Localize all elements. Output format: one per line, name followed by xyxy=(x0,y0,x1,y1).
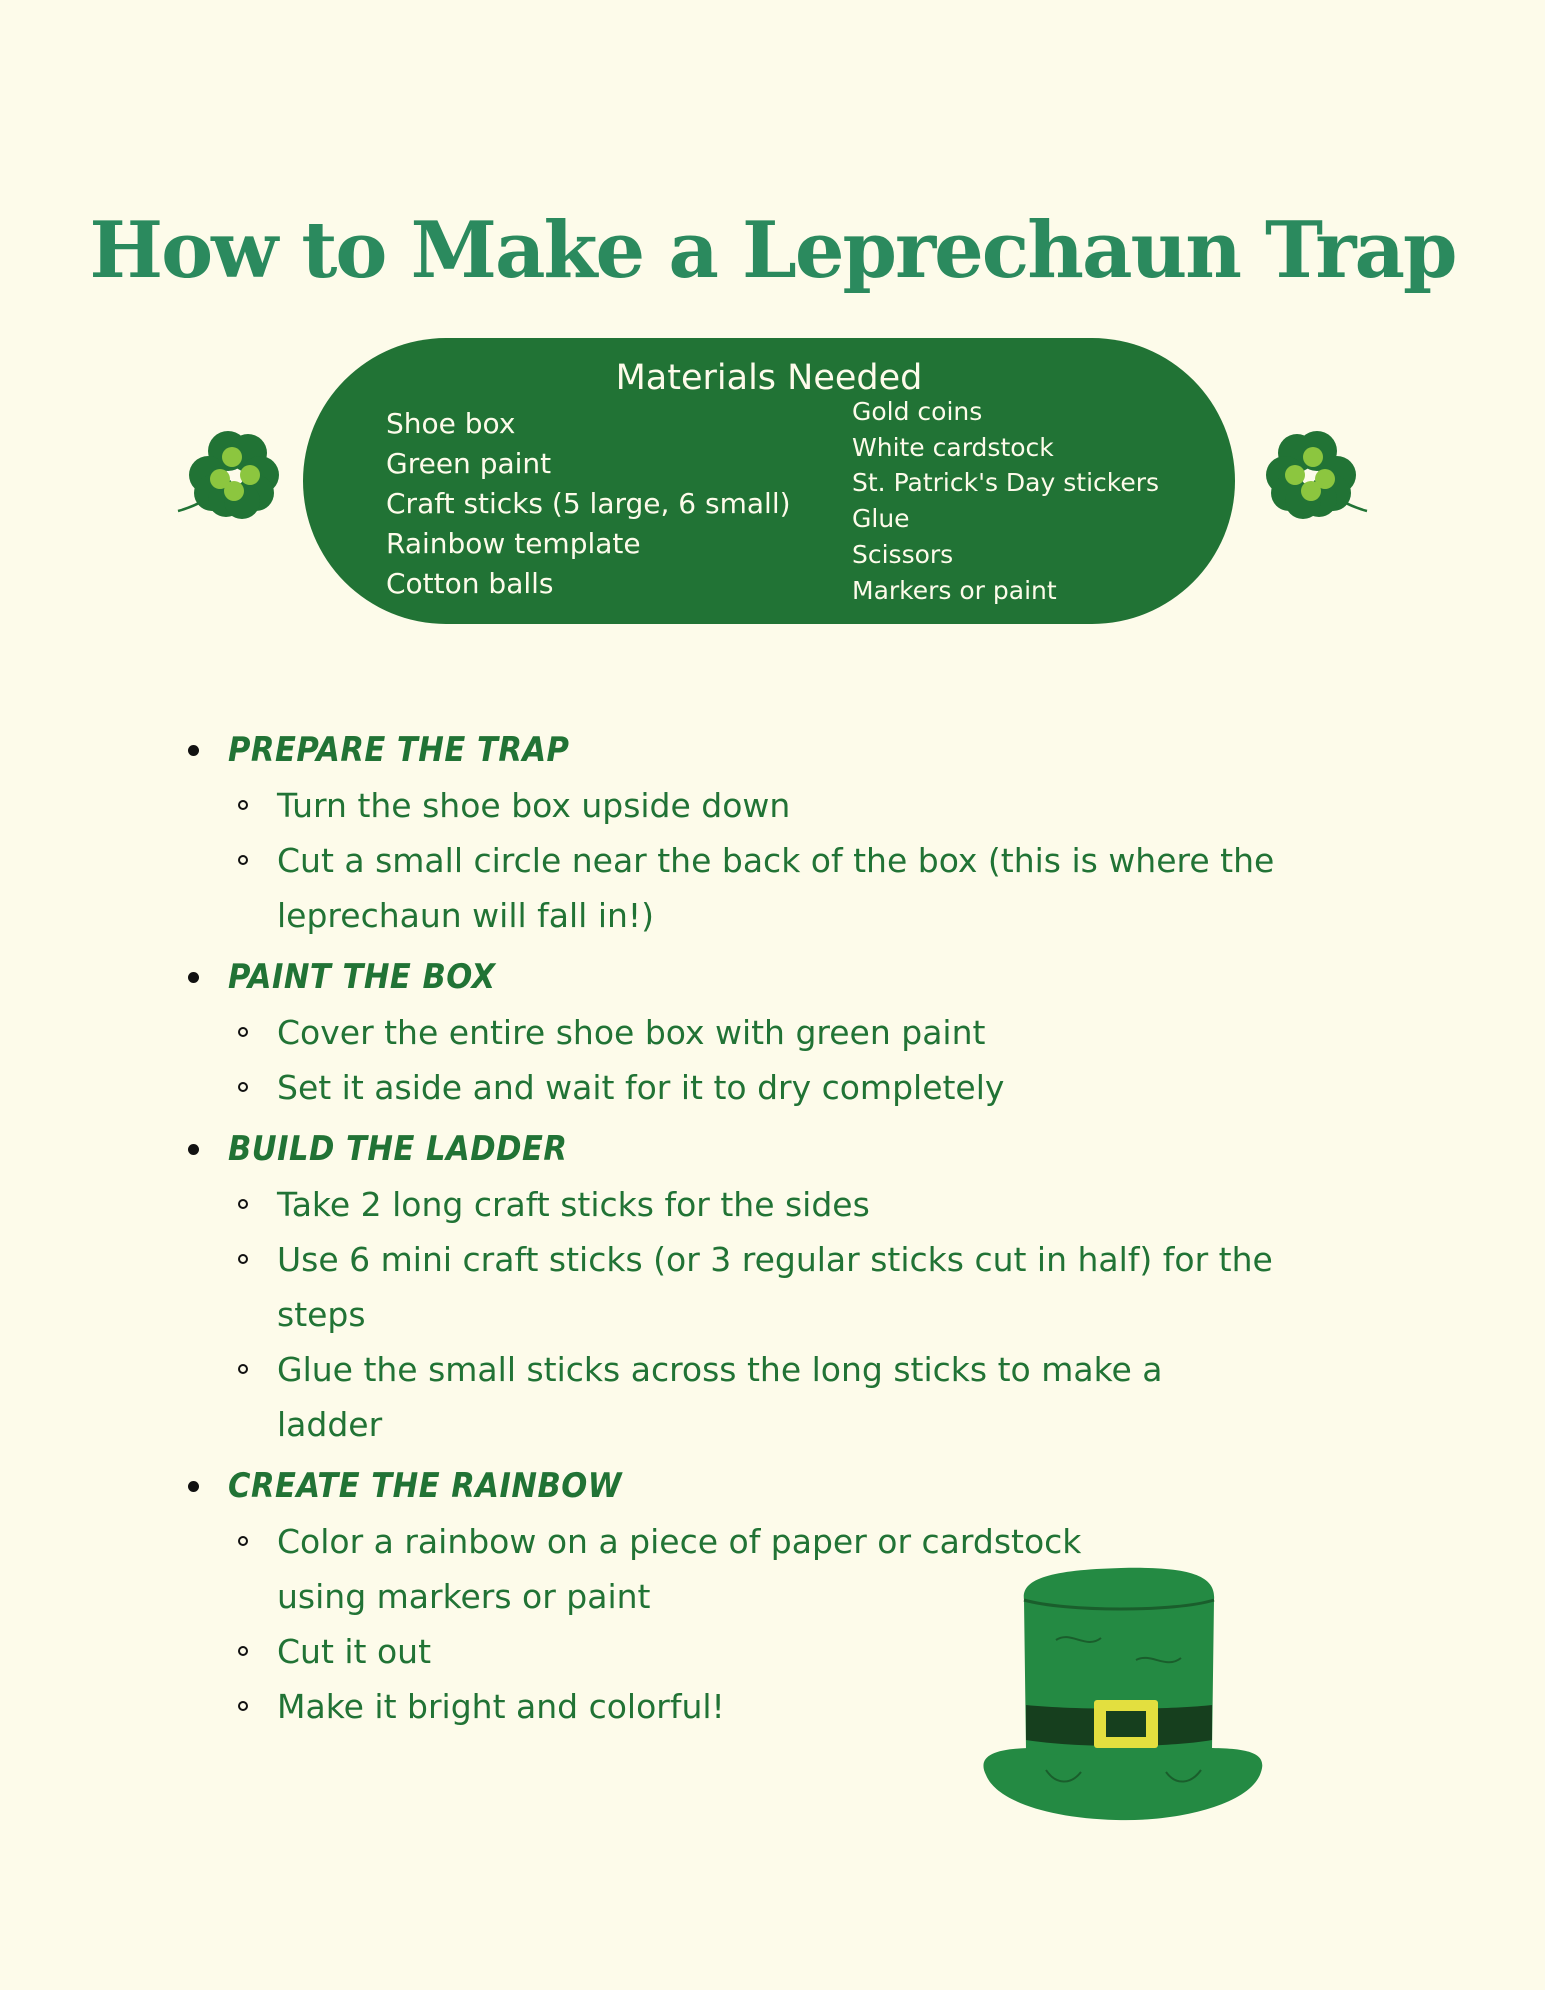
step-substeps xyxy=(180,1005,1380,1121)
step-heading-text: PAINT THE BOX xyxy=(228,957,496,997)
step-heading-text: BUILD THE LADDER xyxy=(228,1129,568,1169)
page-title: How to Make a Leprechaun Trap xyxy=(89,205,1456,296)
step-heading xyxy=(180,1458,1380,1514)
material-item: Glue xyxy=(852,504,910,534)
step-heading-text: CREATE THE RAINBOW xyxy=(228,1466,623,1506)
step-heading xyxy=(180,1121,1380,1177)
step-section xyxy=(180,1121,1380,1458)
substep-item xyxy=(180,1177,1277,1232)
material-item: Shoe box xyxy=(386,407,516,440)
material-item: White cardstock xyxy=(852,432,1054,462)
substep-item xyxy=(180,778,1277,833)
substep-text: Cut it out xyxy=(277,1632,432,1671)
material-item: Rainbow template xyxy=(386,527,641,560)
material-item: Green paint xyxy=(386,447,552,480)
substep-text: Glue the small sticks across the long sticks to make a ladder xyxy=(277,1350,1163,1444)
materials-panel xyxy=(303,338,1235,624)
substep-text: Color a rainbow on a piece of paper or cardstock using markers or paint xyxy=(277,1522,1082,1616)
ring-bullet-icon xyxy=(238,1082,248,1092)
substep-text: Turn the shoe box upside down xyxy=(277,786,791,825)
substep-text: Cover the entire shoe box with green paint xyxy=(277,1013,986,1052)
bullet-icon xyxy=(188,1144,199,1155)
ring-bullet-icon xyxy=(238,1199,248,1209)
substep-item xyxy=(180,1060,1277,1115)
bullet-icon xyxy=(188,745,199,756)
ring-bullet-icon xyxy=(238,855,248,865)
substep-item xyxy=(180,1342,1277,1452)
step-section xyxy=(180,722,1380,949)
ring-bullet-icon xyxy=(238,1646,248,1656)
material-item: Gold coins xyxy=(852,397,983,426)
substep-item xyxy=(180,1232,1277,1342)
substep-text: Make it bright and colorful! xyxy=(277,1687,725,1726)
step-section xyxy=(180,949,1380,1121)
step-heading xyxy=(180,949,1380,1005)
ring-bullet-icon xyxy=(238,1364,248,1374)
bullet-icon xyxy=(188,972,199,983)
step-heading xyxy=(180,722,1380,778)
materials-heading: Materials Needed xyxy=(615,358,923,398)
materials-list-right xyxy=(852,394,1159,608)
substep-item xyxy=(180,833,1277,943)
material-item: Cotton balls xyxy=(386,567,554,600)
material-item: Markers or paint xyxy=(852,575,1057,605)
step-substeps xyxy=(180,778,1380,949)
ring-bullet-icon xyxy=(238,1536,248,1546)
step-substeps xyxy=(180,1177,1380,1458)
material-item: Craft sticks (5 large, 6 small) xyxy=(386,487,791,520)
substep-text: Take 2 long craft sticks for the sides xyxy=(277,1185,870,1224)
ring-bullet-icon xyxy=(238,800,248,810)
substep-text: Use 6 mini craft sticks (or 3 regular sticks cut in half) for the steps xyxy=(277,1240,1273,1334)
shamrock-icon xyxy=(1253,423,1369,533)
material-item: St. Patrick's Day stickers xyxy=(852,468,1160,498)
step-heading-text: PREPARE THE TRAP xyxy=(228,730,570,770)
leprechaun-hat-icon xyxy=(976,1560,1266,1822)
ring-bullet-icon xyxy=(238,1254,248,1264)
materials-list-left xyxy=(386,404,791,604)
substep-text: Cut a small circle near the back of the box (this is where the leprechaun will fall in!) xyxy=(277,841,1275,935)
bullet-icon xyxy=(188,1481,199,1492)
ring-bullet-icon xyxy=(238,1701,248,1711)
ring-bullet-icon xyxy=(238,1027,248,1037)
substep-item xyxy=(180,1005,1277,1060)
substep-text: Set it aside and wait for it to dry completely xyxy=(277,1068,1005,1107)
shamrock-icon xyxy=(176,423,292,533)
material-item: Scissors xyxy=(852,539,954,569)
